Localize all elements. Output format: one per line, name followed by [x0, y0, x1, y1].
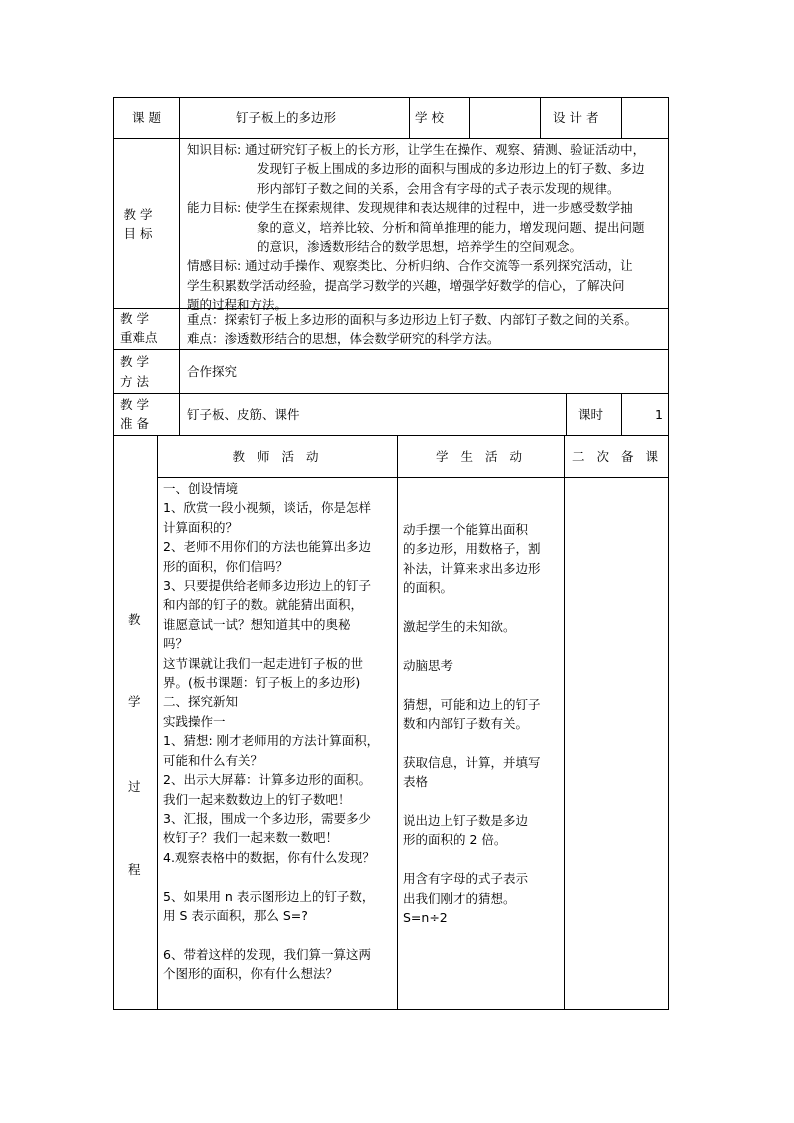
student-line: 补法，计算来求出多边形: [403, 560, 541, 576]
teacher-line: 3、只要提供给老师多边形边上的钉子: [163, 578, 371, 594]
row-divider: [113, 138, 669, 139]
teacher-line: 吗？: [163, 636, 189, 652]
student-line: [403, 636, 541, 655]
teacher-line: 个图形的面积，你有什么想法？: [163, 966, 339, 982]
col-divider: [621, 393, 622, 435]
col-divider: [540, 97, 541, 138]
student-line: [403, 792, 541, 811]
col-divider: [564, 435, 565, 1010]
objective-line: 的意识，渗透数形结合的数学思想，培养学生的空间观念。: [257, 239, 583, 255]
designer-label: 设 计 者: [553, 110, 599, 125]
objective-line: 能力目标: 使学生在探索规律、发现规律和表达规律的过程中，进一步感受数学抽: [187, 200, 633, 216]
student-line: [403, 733, 541, 752]
student-line: 的多边形，用数格子，割: [403, 541, 541, 557]
student-activity-header: 学 生 活 动: [436, 449, 526, 464]
teacher-line: 可能和什么有关？: [163, 752, 264, 768]
hours-label: 课时: [578, 407, 604, 422]
teacher-line: 计算面积的？: [163, 519, 239, 535]
method-label: 方 法: [120, 374, 149, 389]
process-label: 过: [128, 779, 141, 794]
teacher-line: 我们一起来数数边上的钉子数吧！: [163, 791, 351, 807]
objective-line: 发现钉子板上围成的多边形的面积与围成的多边形边上的钉子数、多边: [257, 161, 645, 177]
process-label: 程: [128, 862, 141, 877]
teacher-line: 形的面积，你们信吗？: [163, 558, 289, 574]
col-divider: [409, 97, 410, 138]
student-line: 动手摆一个能算出面积: [403, 522, 529, 537]
teacher-activity-header: 教 师 活 动: [232, 449, 323, 464]
student-line: 用含有字母的式子表示: [403, 871, 529, 887]
method-label: 教 学: [120, 354, 149, 369]
student-line: [403, 850, 541, 869]
col-divider: [397, 435, 398, 1010]
student-line: [403, 598, 541, 617]
hours-value: 1: [655, 407, 663, 422]
student-line: 的面积。: [403, 580, 454, 596]
student-line: 出我们刚才的猜想。: [403, 890, 516, 906]
teacher-line: 2、出示大屏幕：计算多边形的面积。: [163, 772, 371, 788]
teacher-line: 3、汇报，围成一个多边形，需要多少: [163, 810, 371, 826]
row-divider: [157, 477, 669, 478]
prep-value: 钉子板、皮筋、课件: [187, 407, 300, 422]
teacher-line: 这节课就让我们一起走进钉子板的世: [163, 655, 364, 671]
student-line: 数和内部钉子数有关。: [403, 716, 529, 732]
objective-line: 学生积累数学活动经验，提高学习数学的兴趣，增强学好数学的信心，了解决问: [187, 277, 625, 293]
teacher-line: 5、如果用 n 表示图形边上的钉子数，: [163, 888, 375, 904]
objective-line: 情感目标: 通过动手操作、观察类比、分析归纳、合作交流等一系列探究活动，让: [187, 258, 633, 274]
row-divider: [113, 435, 669, 436]
teacher-line: 界。(板书课题：钉子板上的多边形): [163, 675, 361, 691]
teacher-line: [163, 925, 379, 944]
objectives-label: 教 学: [123, 207, 153, 222]
teacher-line: 1、欣赏一段小视频，谈话，你是怎样: [163, 500, 371, 516]
process-label: 学: [128, 694, 141, 709]
student-line: [403, 675, 541, 694]
student-line: S=n÷2: [403, 910, 448, 926]
teacher-line: 4.观察表格中的数据，你有什么发现？: [163, 849, 375, 865]
prep-label: 教 学: [120, 397, 149, 412]
student-line: 获取信息，计算，并填写: [403, 754, 541, 770]
col-divider: [469, 97, 470, 138]
teacher-line: 实践操作一: [163, 713, 226, 729]
student-line: 表格: [403, 774, 429, 790]
teacher-activity-text: [163, 479, 379, 984]
teacher-line: 用 S 表示面积，那么 S=?: [163, 907, 308, 923]
process-label: 教: [128, 612, 141, 627]
keypoints-label: 重难点: [120, 330, 158, 345]
objective-line: 形内部钉子数之间的关系，会用含有字母的式子表示发现的规律。: [257, 180, 620, 196]
teacher-line: 1、猜想: 刚才老师用的方法计算面积，: [163, 733, 380, 749]
keypoint-line: 重点：探索钉子板上多边形的面积与多边形边上钉子数、内部钉子数之间的关系。: [187, 312, 638, 327]
method-value: 合作探究: [187, 364, 238, 379]
keypoints-text: [187, 310, 637, 349]
objectives-label: 目 标: [123, 226, 153, 241]
col-divider: [157, 435, 158, 1010]
teacher-line: 2、老师不用你们的方法也能算出多边: [163, 539, 371, 555]
row-divider: [113, 349, 669, 350]
student-line: 形的面积的 2 倍。: [403, 832, 507, 848]
col-divider: [621, 97, 622, 138]
second-prep-header: 二 次 备 课: [572, 449, 662, 464]
row-divider: [113, 393, 669, 394]
teacher-line: [163, 867, 379, 886]
prep-label: 准 备: [120, 416, 149, 431]
topic-label: 课 题: [132, 110, 161, 125]
objective-line: 象的意义，培养比较、分析和简单推理的能力，增发现问题、提出问题: [257, 219, 645, 235]
keypoints-label: 教 学: [120, 311, 149, 326]
student-line: 猜想，可能和边上的钉子: [403, 696, 541, 712]
topic-value: 钉子板上的多边形: [236, 110, 337, 125]
objective-line: 题的过程和方法。: [187, 297, 288, 313]
keypoint-line: 难点：渗透数形结合的思想，体会数学研究的科学方法。: [187, 331, 500, 347]
col-divider: [566, 393, 567, 435]
col-divider: [179, 97, 180, 435]
student-line: 动脑思考: [403, 657, 454, 673]
student-line: 激起学生的未知欲。: [403, 619, 516, 635]
objective-line: 知识目标: 通过研究钉子板上的长方形，让学生在操作、观察、猜测、验证活动中，: [187, 142, 646, 157]
school-label: 学 校: [415, 110, 444, 125]
teacher-line: 一、创设情境: [163, 481, 239, 496]
teacher-line: 6、带着这样的发现，我们算一算这两: [163, 946, 371, 962]
objectives-text: [187, 140, 645, 315]
teacher-line: 谁愿意试一试？想知道其中的奥秘: [163, 616, 351, 632]
student-activity-text: [403, 520, 541, 927]
teacher-line: 二、探究新知: [163, 694, 239, 710]
student-line: 说出边上钉子数是多边: [403, 813, 529, 829]
teacher-line: 和内部的钉子的数。就能猜出面积，: [163, 597, 364, 613]
teacher-line: 枚钉子？我们一起来数一数吧！: [163, 830, 339, 846]
